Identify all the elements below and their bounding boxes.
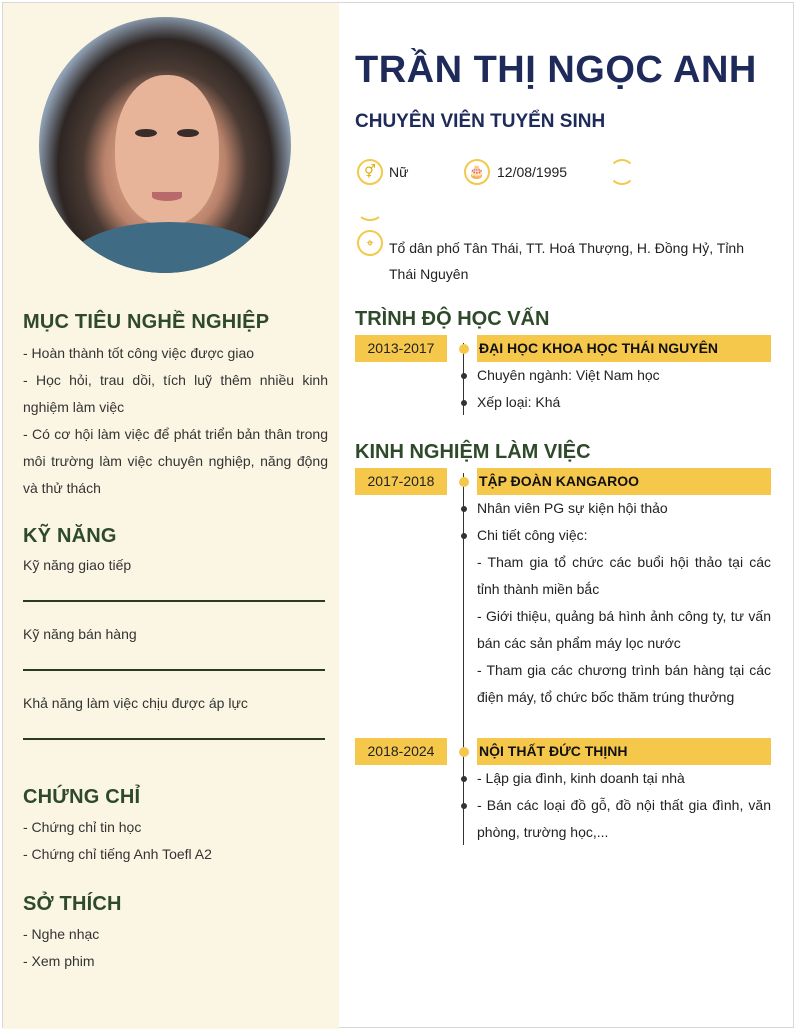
hobbies-heading: SỞ THÍCH — [23, 893, 122, 915]
education-years: 2013-2017 — [355, 335, 447, 362]
hobby-item: - Nghe nhạc — [23, 926, 100, 942]
photo-face — [115, 75, 219, 225]
timeline-dot — [459, 344, 469, 354]
candidate-name: TRẦN THỊ NGỌC ANH — [355, 49, 757, 91]
bullet-dot — [461, 506, 467, 512]
photo-eye — [135, 129, 157, 137]
job-company: TẬP ĐOÀN KANGAROO — [477, 468, 771, 495]
photo-mouth — [152, 192, 182, 201]
profile-photo — [39, 17, 291, 273]
certificate-item: - Chứng chỉ tin học — [23, 819, 142, 835]
job-details-label: Chi tiết công việc: — [477, 527, 588, 543]
gender-value: Nữ — [389, 164, 409, 180]
left-column — [3, 3, 339, 1029]
education-school: ĐẠI HỌC KHOA HỌC THÁI NGUYÊN — [477, 335, 771, 362]
location-icon: ⌖ — [357, 230, 383, 256]
birthday-cake-icon: 🎂 — [464, 159, 490, 185]
skill-bar — [23, 669, 325, 671]
job-years: 2018-2024 — [355, 738, 447, 765]
experience-heading: KINH NGHIỆM LÀM VIỆC — [355, 441, 591, 463]
education-major: Chuyên ngành: Việt Nam học — [477, 367, 660, 383]
bullet-dot — [461, 533, 467, 539]
email-icon-partial — [357, 201, 383, 221]
gender-icon: ⚥ — [357, 159, 383, 185]
objective-line: - Hoàn thành tốt công việc được giao — [23, 345, 255, 361]
job-position: Nhân viên PG sự kiện hội thảo — [477, 500, 668, 516]
bullet-dot — [461, 400, 467, 406]
job-detail: - Lập gia đình, kinh doanh tại nhà — [477, 770, 685, 786]
skill-bar — [23, 738, 325, 740]
bullet-dot — [461, 776, 467, 782]
certificates-heading: CHỨNG CHỈ — [23, 786, 141, 808]
timeline-dot — [459, 477, 469, 487]
skill-bar — [23, 600, 325, 602]
skill-item: Kỹ năng bán hàng — [23, 626, 137, 642]
education-rank: Xếp loại: Khá — [477, 394, 561, 410]
job-title: CHUYÊN VIÊN TUYỂN SINH — [355, 111, 606, 132]
phone-icon-partial — [609, 159, 635, 185]
birthdate-value: 12/08/1995 — [497, 164, 568, 180]
photo-eye — [177, 129, 199, 137]
certificate-item: - Chứng chỉ tiếng Anh Toefl A2 — [23, 846, 212, 862]
skill-item: Kỹ năng giao tiếp — [23, 557, 132, 573]
job-company: NỘI THẤT ĐỨC THỊNH — [477, 738, 771, 765]
hobby-item: - Xem phim — [23, 953, 95, 969]
address-line: Tổ dân phố Tân Thái, TT. Hoá Thượng, H. Đồng Hỷ, Tỉnh — [389, 240, 745, 256]
bullet-dot — [461, 373, 467, 379]
timeline-dot — [459, 747, 469, 757]
timeline-line — [463, 473, 464, 845]
objective-line: - Có cơ hội làm việc để phát triển bản thân trong môi trường làm việc chuyên nghiệp, năng động và thử thách — [23, 426, 328, 496]
job-detail: - Tham gia các chương trình bán hàng tại các điện máy, tổ chức bốc thăm trúng thưởng — [477, 662, 771, 705]
job-detail: - Giới thiệu, quảng bá hình ảnh công ty, tư vấn bán các sản phẩm máy lọc nước — [477, 608, 771, 651]
job-years: 2017-2018 — [355, 468, 447, 495]
cv-page — [2, 2, 794, 1028]
bullet-dot — [461, 803, 467, 809]
skill-item: Khả năng làm việc chịu được áp lực — [23, 695, 248, 711]
objective-heading: MỤC TIÊU NGHỀ NGHIỆP — [23, 311, 270, 333]
education-heading: TRÌNH ĐỘ HỌC VẤN — [355, 308, 550, 330]
objective-line: - Học hỏi, trau dồi, tích luỹ thêm nhiều kinh nghiệm làm việc — [23, 372, 328, 415]
skills-heading: KỸ NĂNG — [23, 525, 117, 547]
photo-shirt — [69, 222, 269, 273]
address-line: Thái Nguyên — [389, 266, 469, 282]
job-detail: - Tham gia tổ chức các buổi hội thảo tại các tỉnh thành miền bắc — [477, 554, 771, 597]
job-detail: - Bán các loại đồ gỗ, đồ nội thất gia đình, văn phòng, trường học,... — [477, 797, 771, 840]
